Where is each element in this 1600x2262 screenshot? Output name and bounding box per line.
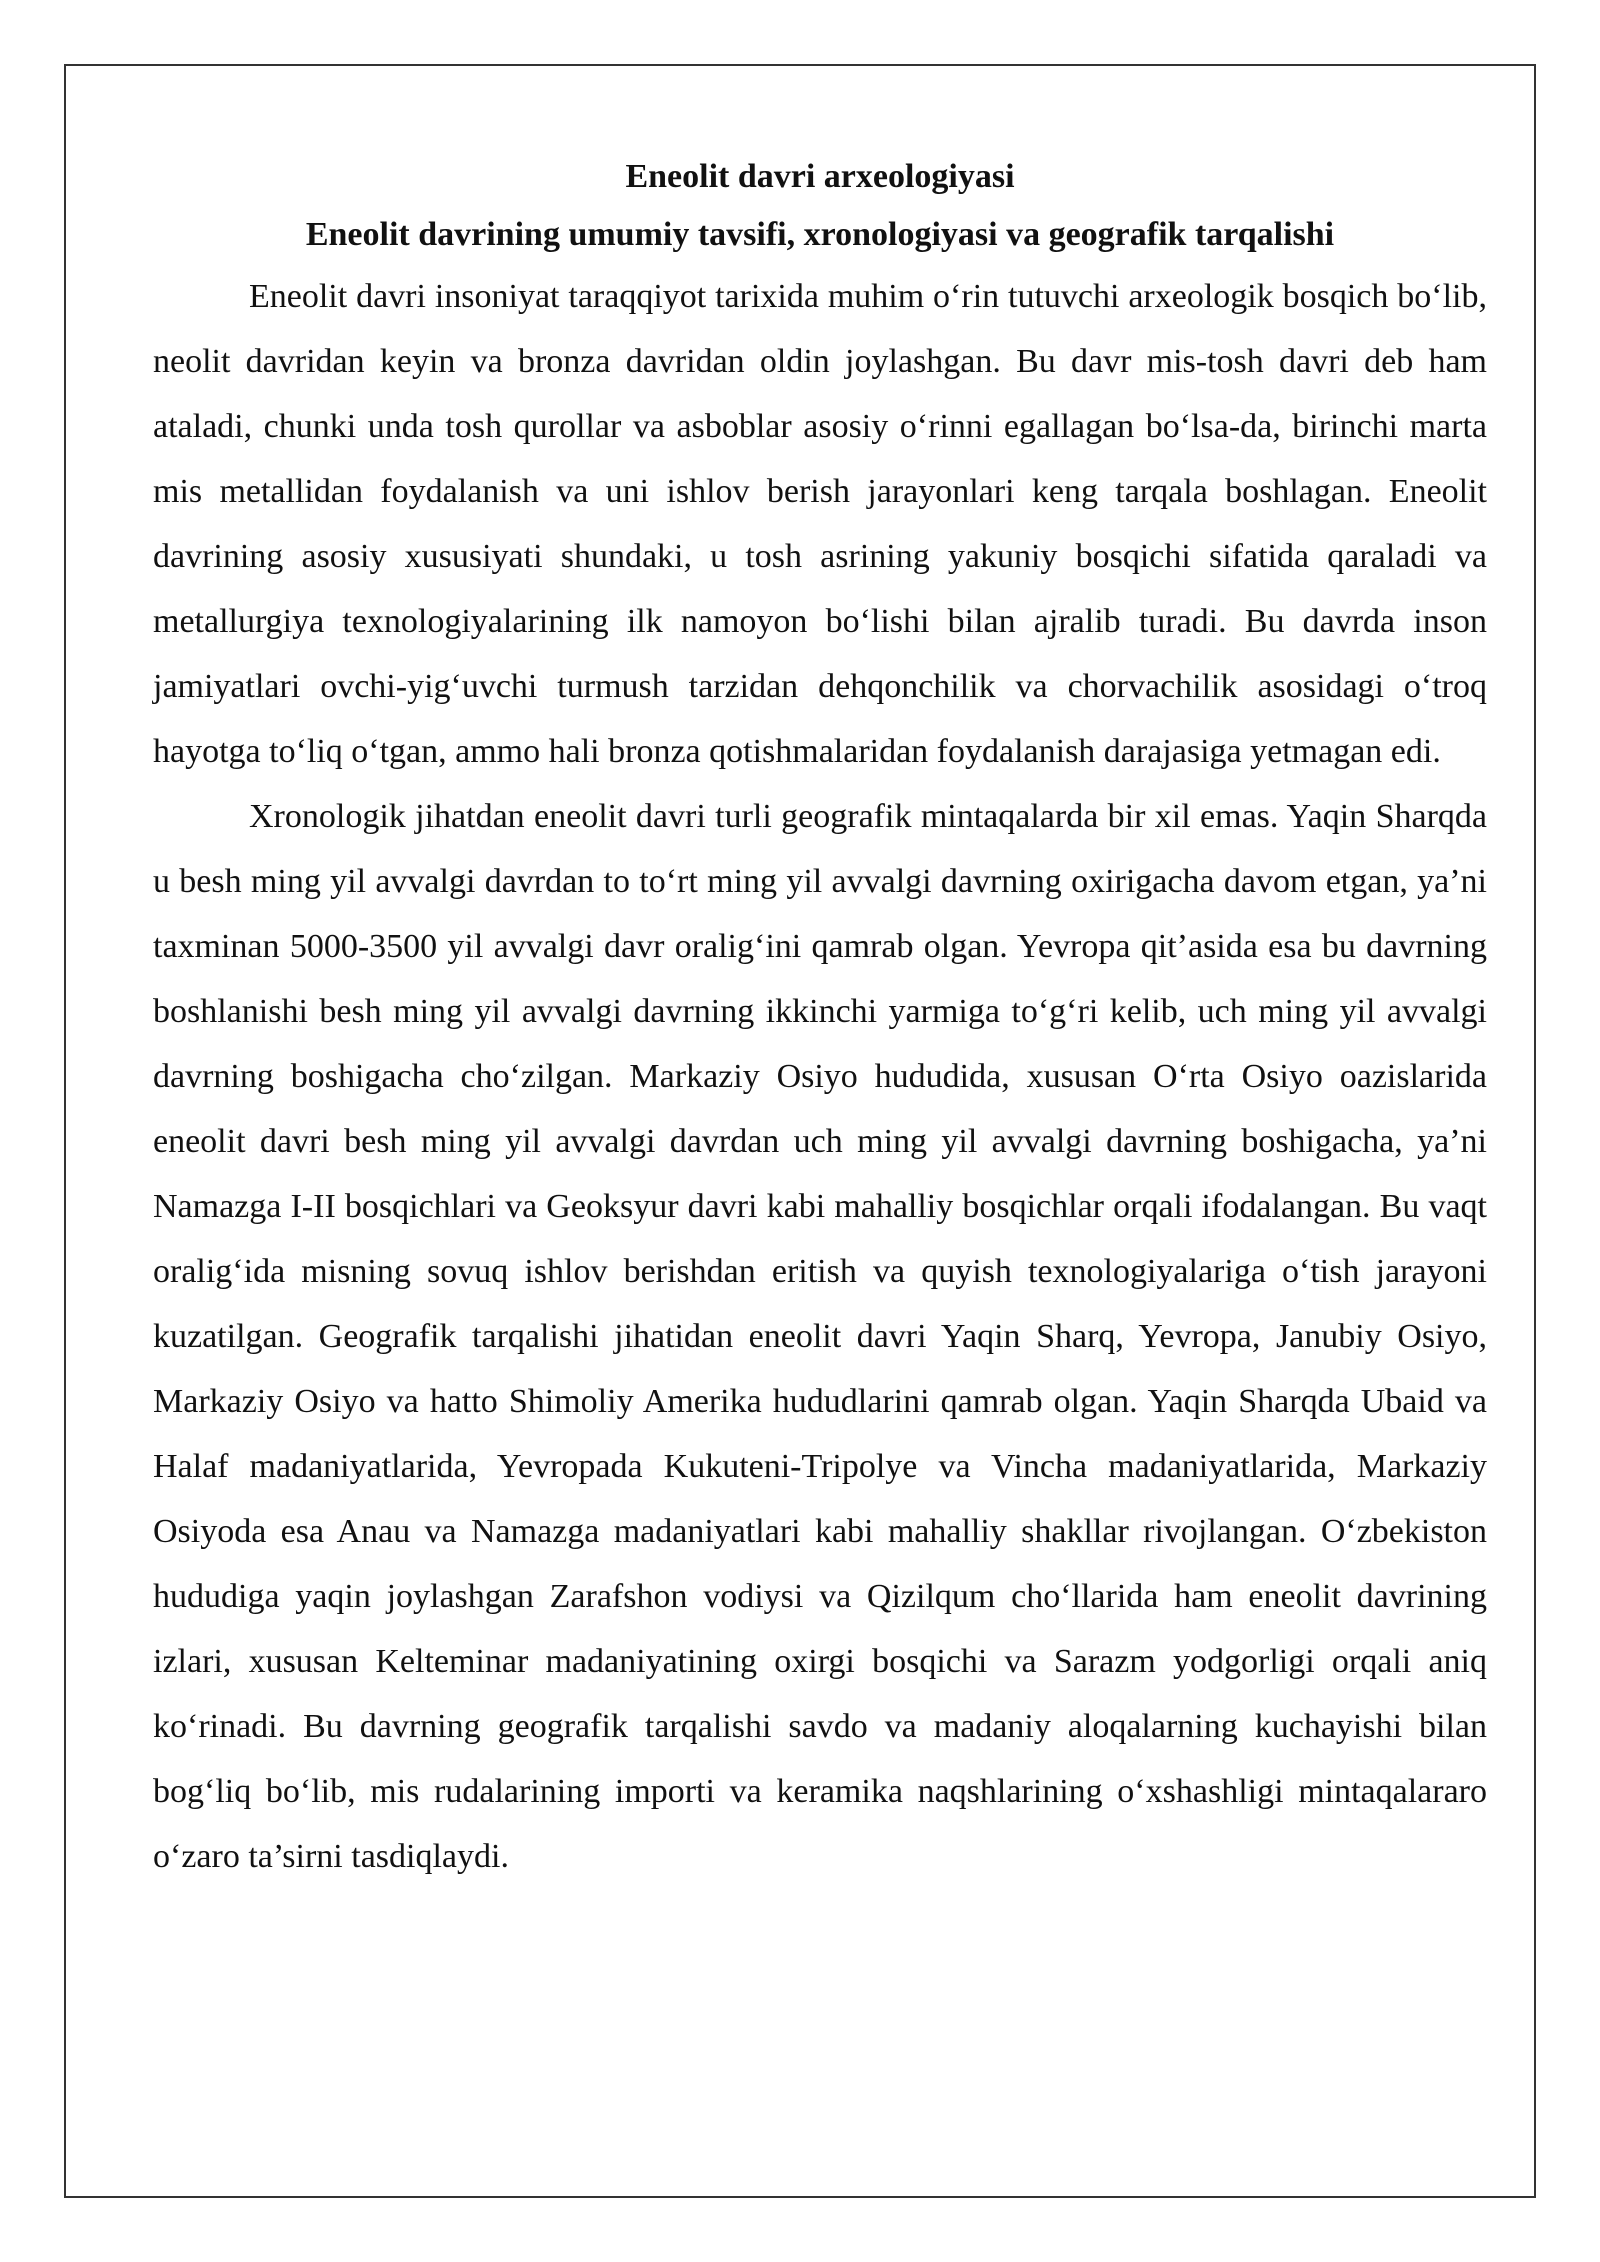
section-heading: Eneolit davrining umumiy tavsifi, xronologiyasi va geografik tarqalishi xyxy=(305,216,1335,253)
document-title: Eneolit davri arxeologiyasi xyxy=(625,158,1015,195)
paragraph-2: Xronologik jihatdan eneolit davri turli geografik mintaqalarda bir xil emas. Yaqin Sharqda u besh ming yil avvalgi davrdan to to‘rt ming yil avvalgi davrning oxirigacha davom etgan, ya’ni taxminan 5000-3500 yil avvalgi davr oralig‘ini qamrab olgan. Yevropa qit’asida esa bu davrning boshlanishi besh ming yil avvalgi davrning ikkinchi yarmiga to‘g‘ri kelib, uch ming yil avvalgi davrning boshigacha cho‘zilgan. Markaziy Osiyo hududida, xususan O‘rta Osiyo oazislarida eneolit davri besh ming yil avvalgi davrdan uch ming yil avvalgi davrning boshigacha, ya’ni Namazga I-II bosqichlari va Geoksyur davri kabi mahalliy bosqichlar orqali ifodalangan. Bu vaqt oralig‘ida misning sovuq ishlov berishdan eritish va quyish texnologiyalariga o‘tish jarayoni kuzatilgan. Geografik tarqalishi jihatidan eneolit davri Yaqin Sharq, Yevropa, Janubiy Osiyo, Markaziy Osiyo va hatto Shimoliy Amerika hududlarini qamrab olgan. Yaqin Sharqda Ubaid va Halaf madaniyatlarida, Yevropada Kukuteni-Tripolye va Vincha madaniyatlarida, Markaziy Osiyoda esa Anau va Namazga madaniyatlari kabi mahalliy shakllar rivojlangan. O‘zbekiston hududiga yaqin joylashgan Zarafshon vodiysi va Qizilqum cho‘llarida ham eneolit davrining izlari, xususan Kelteminar madaniyatining oxirgi bosqichi va Sarazm yodgorligi orqali aniq ko‘rinadi. Bu davrning geografik tarqalishi savdo va madaniy aloqalarning kuchayishi bilan bog‘liq bo‘lib, mis rudalarining importi va keramika naqshlarining o‘xshashligi mintaqalararo o‘zaro ta’sirni tasdiqlaydi. xyxy=(153,798,1487,1875)
paragraph-1: Eneolit davri insoniyat taraqqiyot tarixida muhim o‘rin tutuvchi arxeologik bosqich bo‘lib, neolit davridan keyin va bronza davridan oldin joylashgan. Bu davr mis-tosh davri deb ham ataladi, chunki unda tosh qurollar va asboblar asosiy o‘rinni egallagan bo‘lsa-da, birinchi marta mis metallidan foydalanish va uni ishlov berish jarayonlari keng tarqala boshlagan. Eneolit davrining asosiy xususiyati shundaki, u tosh asrining yakuniy bosqichi sifatida qaraladi va metallurgiya texnologiyalarining ilk namoyon bo‘lishi bilan ajralib turadi. Bu davrda inson jamiyatlari ovchi-yig‘uvchi turmush tarzidan dehqonchilik va chorvachilik asosidagi o‘troq hayotga to‘liq o‘tgan, ammo hali bronza qotishmalaridan foydalanish darajasiga yetmagan edi. xyxy=(153,278,1487,770)
document-body xyxy=(153,148,1487,1889)
